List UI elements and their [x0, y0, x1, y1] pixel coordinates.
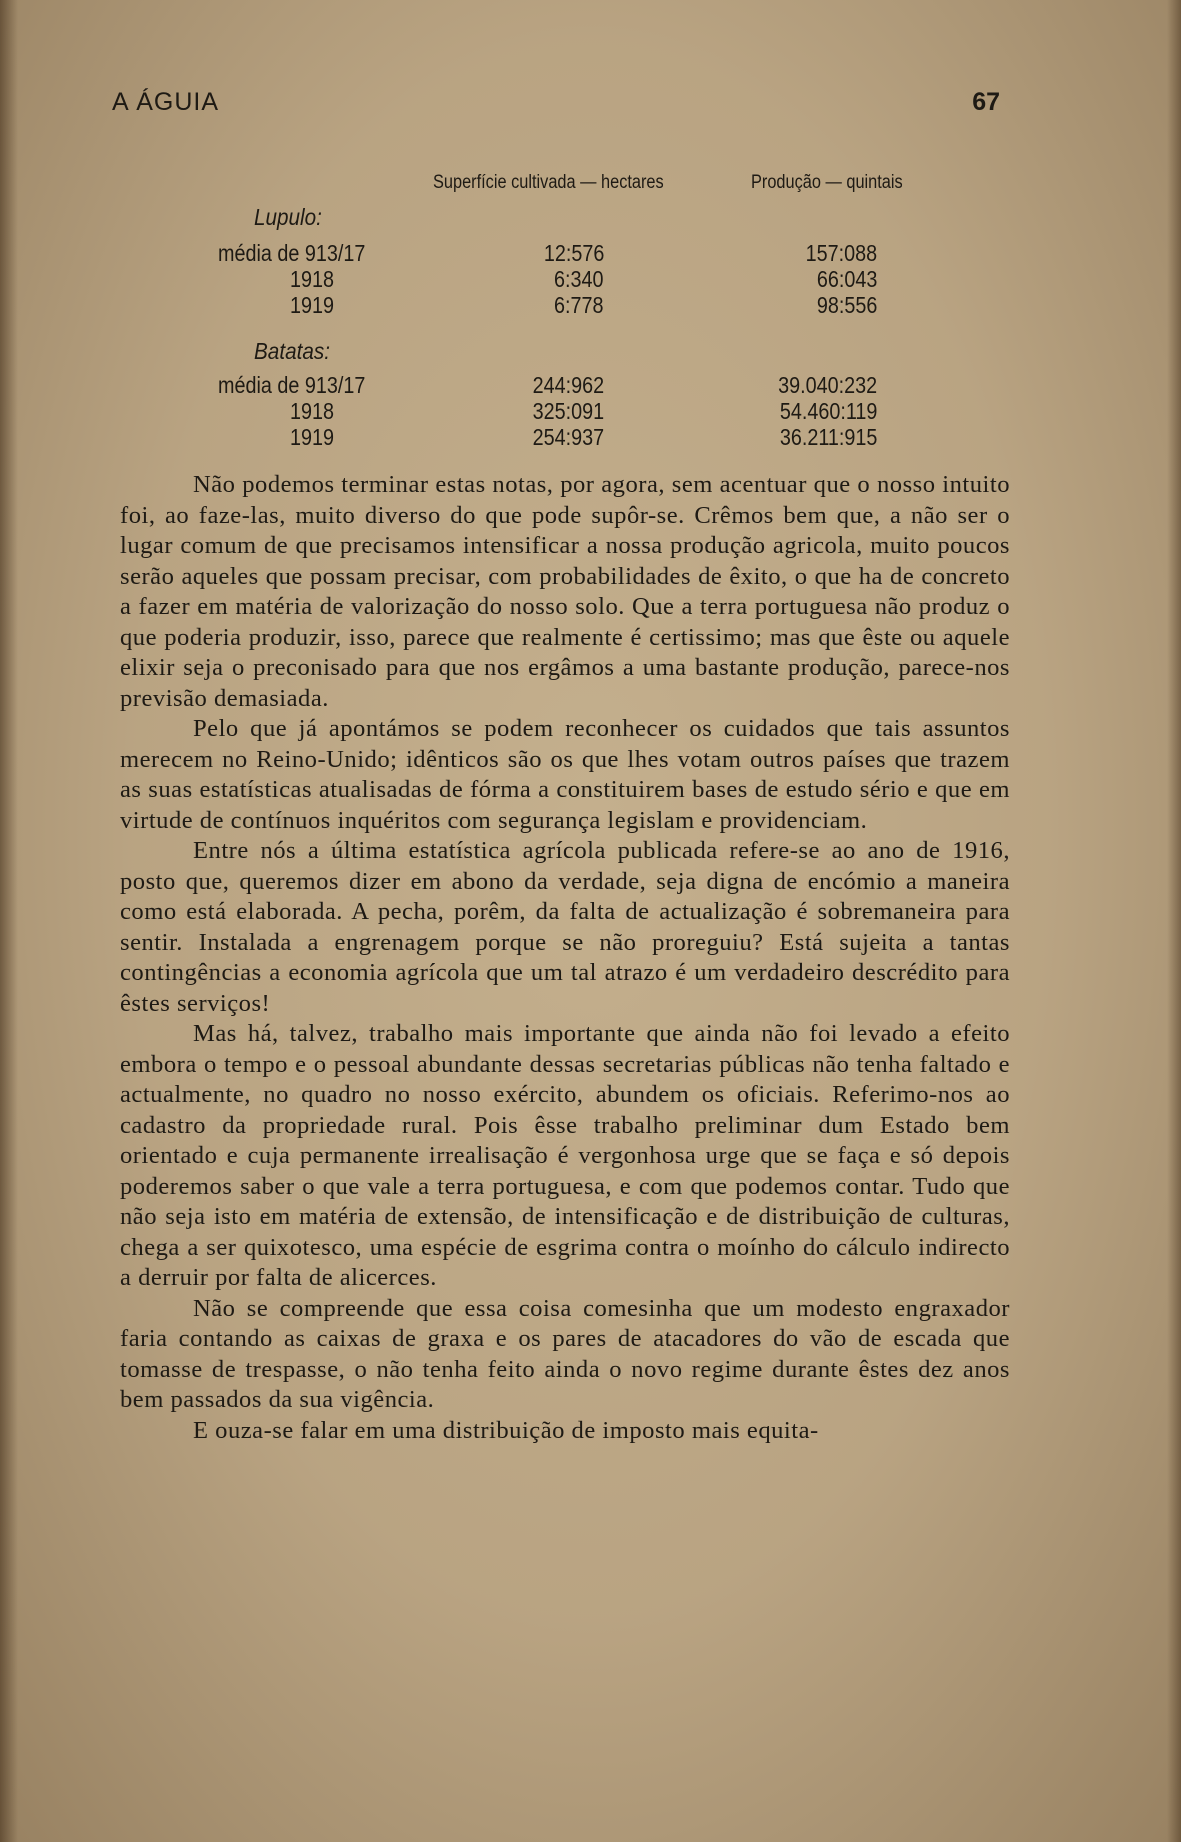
production-value: 39.040:232 [777, 372, 877, 398]
production-value: 157:088 [805, 240, 877, 266]
row-label: média de 913/17 [218, 372, 366, 398]
row-label: 1919 [290, 424, 335, 450]
area-value: 254:937 [532, 424, 604, 450]
page-header [112, 88, 1000, 122]
table-row [0, 398, 1181, 424]
article-body [120, 470, 1010, 1446]
table-row [0, 266, 1181, 292]
table-row [0, 240, 1181, 266]
row-label: 1919 [290, 292, 335, 318]
production-value: 98:556 [816, 292, 877, 318]
table-row [0, 372, 1181, 398]
area-value: 6:778 [554, 292, 604, 318]
production-value: 36.211:915 [779, 424, 877, 450]
paragraph: Mas há, talvez, trabalho mais importante que ainda não foi levado a efeito embora o tempo e o pessoal abundante dessas secretarias públicas não tenha faltado e actualmente, no quadro no nosso exército, abundem os oficiais. Referimo-nos ao cadastro da propriedade rural. Pois êsse trabalho preliminar dum Estado bem orientado e cuja permanente irrealisação é vergonhosa urge que se faça e só depois poderemos saber o que vale a terra portuguesa, e com que podemos contar. Tudo que não seja isto em matéria de extensão, de intensificação e de distribuição de culturas, chega a ser quixotesco, uma espécie de esgrima contra o moínho do cálculo indirecto a derruir por falta de alicerces. [120, 1020, 1010, 1291]
paragraph: Não se compreende que essa coisa comesinha que um modesto engraxador faria contando as caixas de graxa e os pares de atacadores do vão de escada que tomasse de trespasse, o não tenha feito ainda o novo regime durante êstes dez anos bem passados da sua vigência. [120, 1294, 1010, 1413]
row-label: 1918 [290, 398, 335, 424]
production-value: 66:043 [816, 266, 877, 292]
section-title-lupulo: Lupulo: [254, 204, 322, 230]
production-value: 54.460:119 [779, 398, 877, 424]
table-row [0, 424, 1181, 450]
column-header-production: Produção — quintais [751, 172, 903, 193]
column-header-area: Superfície cultivada — hectares [433, 172, 664, 193]
paragraph: Entre nós a última estatística agrícola publicada refere-se ao ano de 1916, posto que, queremos dizer em abono da verdade, seja digna de encómio a maneira como está elaborada. A pecha, porêm, da falta de actualização é sobremaneira para sentir. Instalada a engrenagem porque se não proreguiu? Está sujeita a tantas contingências a economia agrícola que um tal atrazo é um verdadeiro descrédito para êstes serviços! [120, 837, 1010, 1017]
page-number: 67 [972, 88, 1000, 116]
paragraph: E ouza-se falar em uma distribuição de imposto mais equita- [193, 1416, 819, 1444]
area-value: 244:962 [532, 372, 604, 398]
area-value: 325:091 [532, 398, 604, 424]
area-value: 6:340 [554, 266, 604, 292]
table-row [0, 292, 1181, 318]
paragraph: Pelo que já apontámos se podem reconhecer os cuidados que tais assuntos merecem no Reino-Unido; idênticos são os que lhes votam outros países que trazem as suas estatísticas atualisadas de fórma a constituirem bases de estudo sério e que em virtude de contínuos inquéritos com segurança legislam e providenciam. [120, 715, 1010, 834]
statistics-table [0, 172, 1181, 452]
row-label: 1918 [290, 266, 335, 292]
running-title: A ÁGUIA [112, 88, 220, 116]
section-title-batatas: Batatas: [254, 338, 330, 364]
area-value: 12:576 [543, 240, 604, 266]
row-label: média de 913/17 [218, 240, 366, 266]
paragraph: Não podemos terminar estas notas, por agora, sem acentuar que o nosso intuito foi, ao faze-las, muito diverso do que pode supôr-se. Crêmos bem que, a não ser o lugar comum de que precisamos intensificar a nossa produção agricola, muito poucos serão aqueles que possam precisar, com probabilidades de êxito, o que ha de concreto a fazer em matéria de valorização do nosso solo. Que a terra portuguesa não produz o que poderia produzir, isso, parece que realmente é certissimo; mas que êste ou aquele elixir seja o preconisado para que nos ergâmos a uma bastante produção, parece-nos previsão demasiada. [120, 471, 1010, 712]
